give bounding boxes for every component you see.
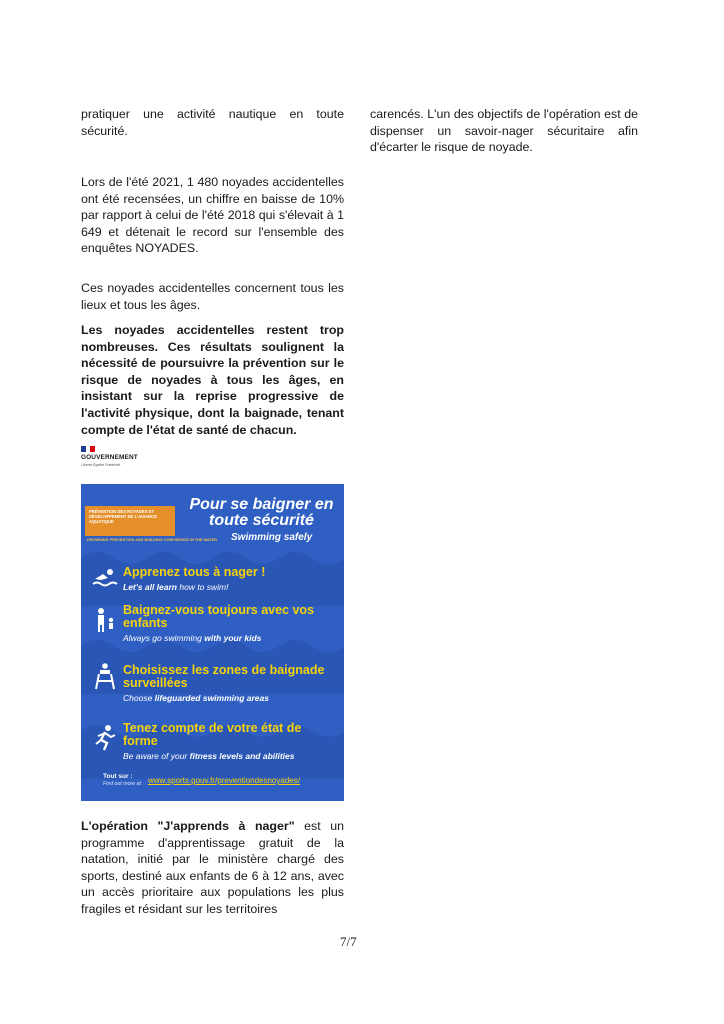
poster-title: Pour se baigner en toute sécurité — [189, 496, 334, 529]
warning-text: Les noyades accidentelles restent trop nombreuses. Ces résultats soulignent la nécessité de poursuivre la prévention sur le risque de noyades à tous les âges, en insistant sur la reprise progressive de l'activité physique, dont la baignade, tenant compte de l'état de santé de chacun. — [81, 323, 344, 437]
operation-name: L'opération "J'apprends à nager" — [81, 819, 295, 833]
parent-child-icon — [91, 606, 119, 634]
poster-item-2 — [123, 604, 338, 643]
poster-program-label-en: DROWNING PREVENTION AND BUILDING CONFIDENCE IN THE WATER — [87, 538, 217, 542]
french-flag-icon — [81, 446, 95, 452]
poster-item-1 — [123, 566, 338, 592]
poster-item-3-fr: Choisissez les zones de baignade surveillées — [123, 663, 325, 690]
poster-tout-sur: Tout sur : — [103, 773, 133, 780]
objective-paragraph — [370, 106, 638, 156]
page-number: 7/7 — [340, 934, 357, 949]
poster-more-info — [103, 774, 142, 787]
swimmer-icon — [91, 564, 119, 592]
poster-item-3-en: Choose lifeguarded swimming areas — [123, 693, 269, 703]
operation-text — [81, 818, 344, 918]
government-motto: Liberté Égalité Fraternité — [81, 463, 121, 467]
operation-paragraph — [81, 818, 344, 918]
poster-find-out: Find out more at: — [103, 780, 143, 787]
poster-item-1-en: Let's all learn how to swim! — [123, 582, 229, 592]
poster-item-4-fr: Tenez compte de votre état de forme — [123, 721, 302, 748]
poster-item-1-fr: Apprenez tous à nager ! — [123, 565, 266, 579]
poster-subtitle: Swimming safely — [231, 532, 313, 543]
intro-text: pratiquer une activité nautique en toute sécurité. — [81, 107, 344, 138]
prevention-poster — [81, 484, 344, 801]
stats-text: Lors de l'été 2021, 1 480 noyades accidentelles ont été recensées, un chiffre en baisse de 10% par rapport à celui de l'été 2018 qui s'élevait à 1 649 et détenait le record sur l'ensemble des enquêtes NOYADES. — [81, 175, 344, 256]
intro-paragraph — [81, 106, 344, 139]
scope-paragraph — [81, 280, 344, 313]
poster-item-2-fr: Baignez-vous toujours avec vos enfants — [123, 603, 315, 630]
warning-paragraph — [81, 322, 344, 438]
runner-icon — [91, 724, 119, 752]
lifeguard-chair-icon — [91, 662, 119, 690]
poster-item-4 — [123, 722, 338, 761]
government-wordmark: GOUVERNEMENT — [81, 454, 138, 461]
government-logo — [81, 446, 171, 480]
objective-text: carencés. L'un des objectifs de l'opération est de dispenser un savoir-nager sécuritaire afin d'écarter le risque de noyade. — [370, 107, 638, 155]
poster-program-label: PRÉVENTION DES NOYADES ET DÉVELOPPEMENT DE L'AISANCE AQUATIQUE — [85, 506, 175, 536]
poster-item-2-en: Always go swimming with your kids — [123, 633, 262, 643]
poster-item-4-en: Be aware of your fitness levels and abilities — [123, 751, 295, 761]
operation-description: est un programme d'apprentissage gratuit de la natation, initié par le ministère chargé des sports, destiné aux enfants de 6 à 12 ans, avec un accès prioritaire aux populations les plus fragiles et résidant sur les territoires — [81, 819, 344, 916]
poster-url-link[interactable]: www.sports.gouv.fr/preventiondesnoyades/ — [148, 776, 300, 785]
stats-paragraph — [81, 174, 344, 257]
poster-item-3 — [123, 664, 338, 703]
scope-text: Ces noyades accidentelles concernent tous les lieux et tous les âges. — [81, 281, 344, 312]
